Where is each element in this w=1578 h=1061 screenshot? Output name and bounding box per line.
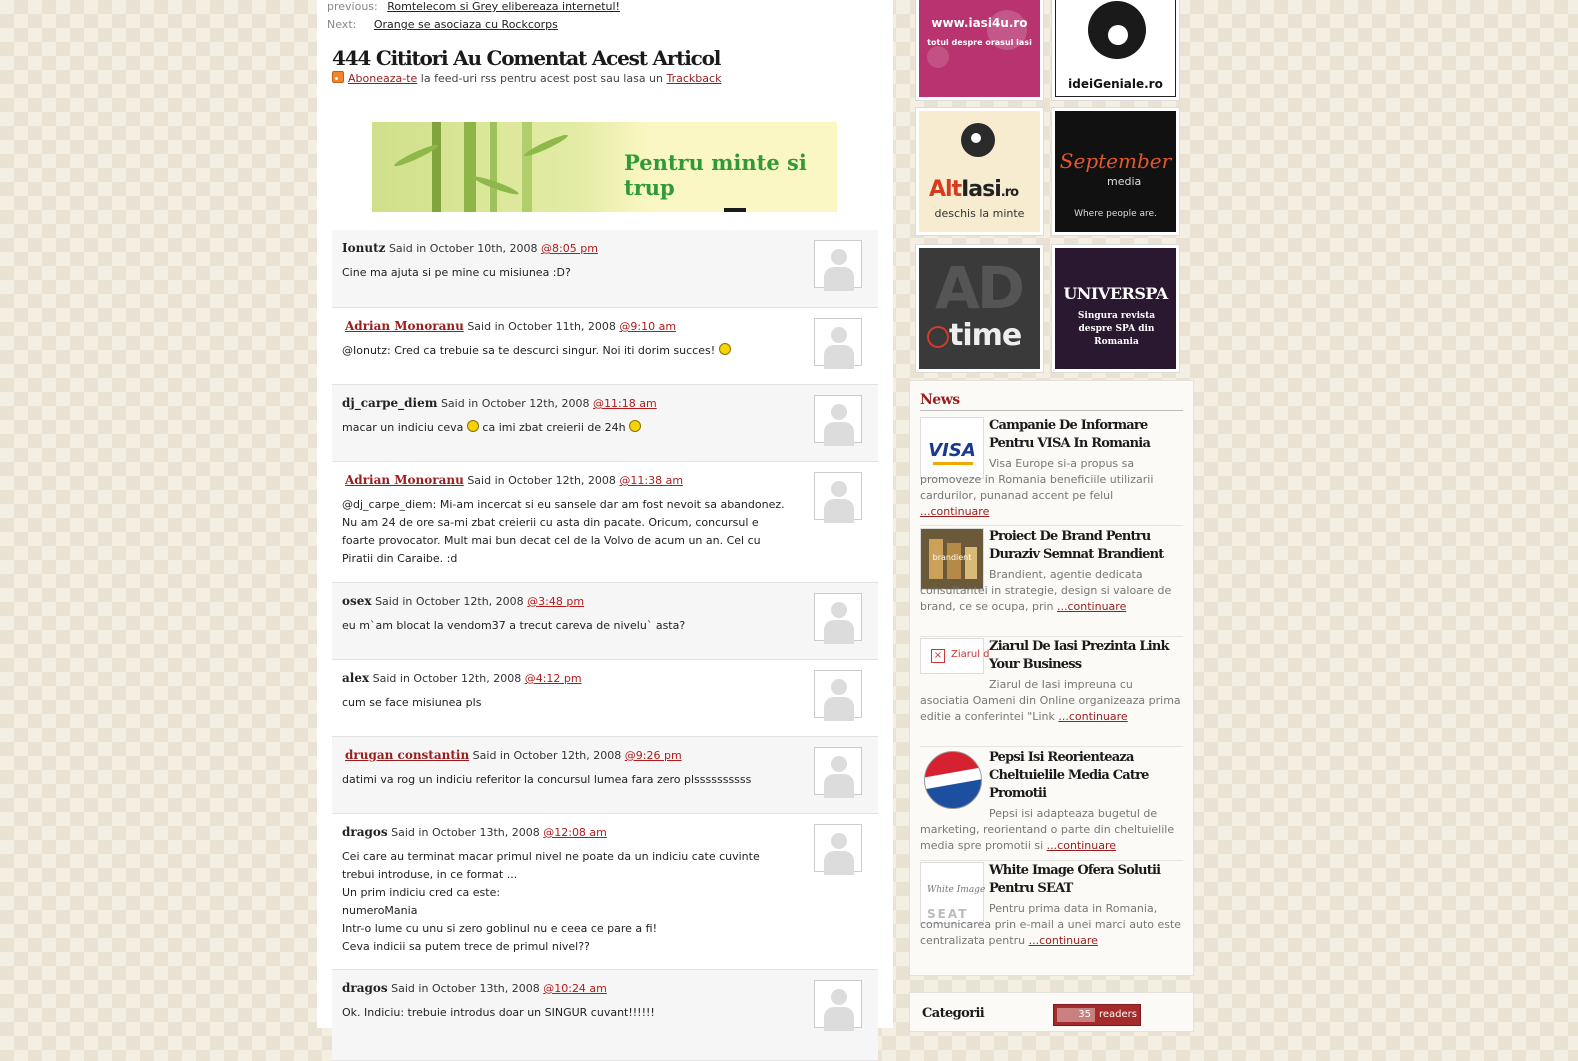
said-prefix: Said in — [467, 474, 505, 487]
ad-adtime-ad: AD — [935, 254, 1023, 322]
avatar — [814, 670, 862, 718]
avatar — [814, 747, 862, 795]
avatar-head — [831, 833, 847, 849]
comment-date: October 11th, 2008 — [508, 320, 616, 333]
rss-icon — [332, 71, 344, 83]
comment-date: October 12th, 2008 — [481, 397, 590, 410]
broken-image-icon: × — [931, 649, 945, 663]
comment-body — [342, 1004, 812, 1022]
ad-iasi4u-url: www.iasi4u.ro — [931, 16, 1028, 30]
next-label: Next: — [327, 18, 357, 31]
avatar-body — [824, 774, 854, 798]
seat-thumb-text: SEAT — [927, 907, 969, 921]
news-item-excerpt: Pepsi isi adapteaza bugetul de marketing, reorientand o parte din cheltuielile media spre promotii si ...continuare — [920, 807, 1175, 852]
said-prefix: Said in — [388, 242, 427, 255]
feed-line — [332, 71, 721, 85]
said-prefix: Said in — [467, 320, 505, 333]
avatar — [814, 318, 862, 366]
comment-header — [342, 594, 584, 608]
news-widget — [909, 380, 1194, 976]
categories-title: Categorii — [922, 1006, 985, 1021]
bamboo-stalk — [522, 122, 532, 212]
news-title: News — [920, 392, 960, 408]
continue-link[interactable]: ...continuare — [1058, 710, 1128, 723]
said-prefix: Said in — [472, 749, 510, 762]
ad-altiasi-logo: AltIasi.ro — [929, 177, 1019, 202]
sidebar — [909, 0, 1194, 1028]
avatar-head — [831, 327, 847, 343]
comment — [332, 308, 878, 385]
ad-september-name: September — [1059, 149, 1172, 173]
ziarul-thumbnail[interactable] — [920, 638, 990, 674]
banner-mark — [724, 208, 746, 212]
avatar-body — [824, 345, 854, 369]
ad-adtime-time: time — [949, 318, 1022, 353]
ad-adtime[interactable] — [915, 244, 1044, 373]
news-item-title[interactable]: Campanie De Informare Pentru VISA In Romania — [989, 418, 1151, 451]
said-prefix: Said in — [372, 672, 410, 685]
comment — [332, 230, 878, 308]
comment-header — [342, 473, 683, 487]
ad-altiasi-tagline: deschis la minte — [934, 207, 1025, 220]
comment-header — [342, 981, 607, 995]
comment-author: Ionutz — [342, 241, 386, 255]
comment-header — [342, 825, 607, 839]
comment-permalink[interactable]: @12:08 am — [543, 826, 607, 839]
news-item-title[interactable]: Ziarul De Iasi Prezinta Link Your Business — [989, 639, 1169, 672]
comment-body — [342, 419, 812, 437]
comment-author[interactable]: Adrian Monoranu — [345, 319, 464, 333]
mascot-eye — [971, 133, 981, 143]
comment-text: foarte provocator. Mult mai bun decat cel de la Volvo de acum un an. Cel cu — [342, 534, 761, 547]
clock-icon — [927, 326, 949, 348]
bamboo-stalk — [464, 122, 476, 212]
comment-header — [342, 319, 676, 333]
pepsi-thumbnail[interactable] — [920, 749, 984, 811]
comment-body — [342, 694, 812, 712]
trackback-link[interactable]: Trackback — [666, 72, 722, 85]
comment-text: Cei care au terminat macar primul nivel ne poate da un indiciu cate cuvinte — [342, 850, 760, 863]
ad-september-tagline: Where people are. — [1074, 209, 1157, 219]
comment-text: eu m`am blocat la vendom37 a trecut careva de nivelu` asta? — [342, 619, 686, 632]
news-item — [920, 862, 1183, 966]
comment — [332, 385, 878, 462]
continue-link[interactable]: ...continuare — [1028, 934, 1098, 947]
news-item — [920, 638, 1183, 747]
avatar — [814, 824, 862, 872]
continue-link[interactable]: ...continuare — [1057, 600, 1127, 613]
avatar-body — [824, 499, 854, 523]
avatar-body — [824, 620, 854, 644]
comment — [332, 462, 878, 583]
news-item — [920, 528, 1183, 637]
comment — [332, 814, 878, 970]
bubble-decoration — [927, 46, 949, 68]
continue-link[interactable]: ...continuare — [1046, 839, 1117, 852]
feed-line-text: la feed-uri rss pentru acest post sau lasa un — [420, 72, 664, 85]
said-prefix: Said in — [391, 982, 429, 995]
comment-header — [342, 671, 582, 685]
readers-label: readers — [1099, 1009, 1137, 1020]
comment-body — [342, 848, 812, 956]
avatar-head — [831, 481, 847, 497]
sad-smiley-icon — [629, 420, 641, 432]
avatar-body — [824, 1007, 854, 1031]
comments-title: 444 Cititori Au Comentat Acest Articol — [332, 46, 721, 70]
comment-text: macar un indiciu ceva — [342, 421, 464, 434]
comment-date: October 13th, 2008 — [431, 982, 540, 995]
comment-permalink[interactable]: @11:18 am — [593, 397, 657, 410]
main-column — [317, 0, 893, 1028]
banner-text: Pentru minte si trup — [624, 150, 807, 200]
comment-author: dj_carpe_diem — [342, 396, 438, 410]
avatar-head — [831, 404, 847, 420]
comment-header — [342, 396, 657, 410]
next-post-nav — [327, 18, 558, 31]
ad-ideigeniale[interactable] — [1051, 0, 1180, 101]
news-item-title[interactable]: White Image Ofera Solutii Pentru SEAT — [989, 863, 1161, 896]
comment-text: trebui introduse, in ce format ... — [342, 868, 518, 881]
comment-text: Ok. Indiciu: trebuie introdus doar un SINGUR cuvant!!!!!! — [342, 1006, 655, 1019]
ad-banner[interactable] — [372, 122, 837, 212]
readers-count: 35 — [1057, 1008, 1095, 1022]
comment-date: October 12th, 2008 — [513, 749, 622, 762]
subscribe-feed-link[interactable]: Aboneaza-te — [348, 72, 418, 85]
comment-text: Ceva indicii sa putem trece de primul nivel?? — [342, 940, 590, 953]
comment-body — [342, 617, 812, 635]
previous-post-link[interactable]: Romtelecom si Grey elibereaza internetul! — [387, 0, 620, 13]
comment-permalink[interactable]: @9:26 pm — [624, 749, 682, 762]
comment-author[interactable]: Adrian Monoranu — [345, 473, 464, 487]
comment-text: Piratii din Caraibe. :d — [342, 552, 458, 565]
avatar-head — [831, 756, 847, 772]
lightbulb-face — [1108, 25, 1128, 45]
comment-permalink[interactable]: @9:10 am — [619, 320, 677, 333]
next-post-link[interactable]: Orange se asociaza cu Rockcorps — [373, 18, 558, 31]
comment-author[interactable]: drugan constantin — [345, 748, 470, 762]
comment-date: October 13th, 2008 — [431, 826, 540, 839]
avatar-head — [831, 989, 847, 1005]
comment-text: ca imi zbat creierii de 24h — [482, 421, 626, 434]
continue-link[interactable]: ...continuare — [920, 505, 990, 518]
news-item-excerpt: Pentru prima data in Romania, comunicarea prin e-mail a unei marci auto este centralizata pentru ...continuare — [920, 902, 1182, 947]
comment-date: October 12th, 2008 — [508, 474, 616, 487]
ad-universpa-name: UNIVERSPA — [1063, 284, 1168, 303]
comment-text: Un prim indiciu cred ca este: — [342, 886, 501, 899]
previous-label: previous: — [327, 0, 378, 13]
white-image-thumb-text: White Image — [927, 885, 986, 895]
comment-text: @Ionutz: Cred ca trebuie sa te descurci singur. Noi iti dorim succes! — [342, 344, 716, 357]
comment-author: osex — [342, 594, 372, 608]
avatar — [814, 472, 862, 520]
comment-text: Nu am 24 de ore sa-mi zbat creierii cu asta din pacate. Oricum, concursul e — [342, 516, 759, 529]
feed-readers-badge[interactable] — [1053, 1004, 1141, 1026]
comment-permalink[interactable]: @3:48 pm — [527, 595, 585, 608]
comment-permalink[interactable]: @8:05 pm — [541, 242, 598, 255]
comment-text: @dj_carpe_diem: Mi-am incercat si eu sansele dar am fost nevoit sa abandonez. — [342, 498, 785, 511]
said-prefix: Said in — [440, 397, 479, 410]
comment — [332, 583, 878, 660]
ad-universpa[interactable] — [1051, 244, 1180, 373]
categories-widget — [909, 992, 1194, 1032]
comment-date: October 12th, 2008 — [413, 672, 522, 685]
brandient-thumb-text: brandient — [932, 553, 972, 562]
said-prefix: Said in — [391, 826, 429, 839]
pepsi-logo-icon — [924, 751, 982, 809]
sad-smiley-icon — [467, 420, 479, 432]
comment-text: numeroMania — [342, 904, 418, 917]
bamboo-stalk — [490, 122, 497, 212]
ad-ideigeniale-name: ideiGeniale.ro — [1068, 77, 1163, 91]
comment-permalink[interactable]: @4:12 pm — [524, 672, 582, 685]
comment-header — [342, 748, 682, 762]
avatar-head — [831, 249, 847, 265]
comment-permalink[interactable]: @11:38 am — [619, 474, 684, 487]
comment — [332, 970, 878, 1061]
smiley-icon — [719, 343, 731, 355]
comment-header — [342, 241, 598, 255]
comment-permalink[interactable]: @10:24 am — [543, 982, 607, 995]
comment-text: Cine ma ajuta si pe mine cu misiunea :D? — [342, 266, 571, 279]
comment-date: October 12th, 2008 — [415, 595, 524, 608]
avatar — [814, 240, 862, 288]
comment-author: dragos — [342, 981, 388, 995]
ad-universpa-tagline: Singura revista despre SPA din Romania — [1077, 311, 1156, 347]
comment-text: Intr-o lume cu unu si zero goblinul nu e ceea ce pare a fi! — [342, 922, 657, 935]
comment-body — [342, 264, 812, 282]
comment-author: dragos — [342, 825, 388, 839]
news-item-excerpt: Brandient, agentie dedicata consultantei in strategie, design si valoare de brand, ce se ocupa, prin ...continuare — [920, 568, 1172, 613]
avatar-body — [824, 851, 854, 875]
avatar — [814, 593, 862, 641]
avatar-body — [824, 697, 854, 721]
bamboo-stalk — [432, 122, 441, 212]
avatar — [814, 395, 862, 443]
comment-body — [342, 496, 812, 568]
ad-september-media[interactable] — [1051, 107, 1180, 236]
ad-september-media-word: media — [1107, 175, 1142, 188]
comment-date: October 10th, 2008 — [429, 242, 538, 255]
comment — [332, 660, 878, 737]
avatar-body — [824, 422, 854, 446]
comment-text: cum se face misiunea pls — [342, 696, 482, 709]
comment-body — [342, 342, 812, 360]
avatar-head — [831, 679, 847, 695]
avatar-head — [831, 602, 847, 618]
ad-iasi4u-tagline: totul despre orasul iasi — [927, 38, 1032, 47]
comment-list — [332, 230, 878, 1061]
comment-author: alex — [342, 671, 370, 685]
said-prefix: Said in — [375, 595, 413, 608]
news-item-excerpt: Visa Europe si-a propus sa promoveze in Romania beneficiile utilizarii cardurilor, punanad accent pe felul ...continuare — [920, 457, 1154, 518]
news-item-excerpt: Ziarul de Iasi impreuna cu asociatia Oameni din Online organizeaza prima editie a conferintei "Link ...continuare — [920, 678, 1181, 723]
comment-text: datimi va rog un indiciu referitor la concursul lumea fara zero plssssssssss — [342, 773, 752, 786]
ad-iasi4u[interactable] — [915, 0, 1044, 101]
ad-altiasi[interactable] — [915, 107, 1044, 236]
news-item — [920, 417, 1183, 526]
news-item — [920, 749, 1183, 861]
comment-body — [342, 771, 812, 789]
ziarul-thumb-text: Ziarul d — [951, 649, 990, 660]
avatar — [814, 980, 862, 1028]
previous-post-nav — [327, 0, 620, 13]
comment — [332, 737, 878, 814]
news-item-title[interactable]: Pepsi Isi Reorienteaza Cheltuielile Media Catre Promotii — [989, 750, 1149, 801]
visa-logo-text: VISA — [928, 440, 976, 461]
news-divider — [920, 410, 1183, 411]
news-item-title[interactable]: Proiect De Brand Pentru Duraziv Semnat Brandient — [989, 529, 1164, 562]
avatar-body — [824, 267, 854, 291]
